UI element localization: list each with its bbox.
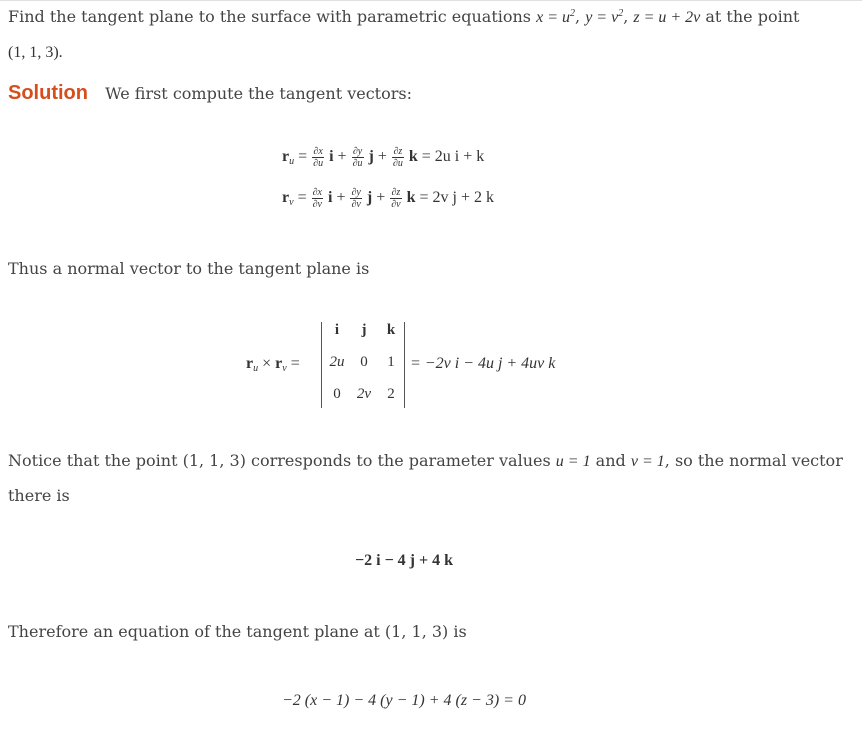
det-cell-0-1: j: [361, 322, 367, 338]
solution-intro-text: We first compute the tangent vectors:: [105, 84, 412, 103]
eq-z: z = u + 2v: [633, 9, 701, 26]
notice-v-value: v = 1: [630, 453, 665, 470]
det-cell-0-2: k: [386, 322, 396, 338]
det-cell-1-2: 1: [387, 354, 395, 370]
normal-vector-text: Thus a normal vector to the tangent plane is: [8, 259, 370, 278]
therefore-text: Therefore an equation of the tangent plane at (1, 1, 3) is: [8, 622, 467, 641]
det-cell-2-2: 2: [387, 386, 395, 402]
solution-intro: [8, 76, 412, 111]
problem-point: (1, 1, 3).: [8, 44, 63, 61]
eq-x: $x = u^2$: [536, 8, 576, 26]
det-cell-1-1: 0: [360, 354, 368, 370]
eq-y: $y = v^2$: [585, 8, 624, 26]
det-cell-1-0: 2u: [329, 354, 345, 370]
notice-and: and: [595, 451, 626, 470]
notice-paragraph: [8, 444, 858, 513]
solution-label: Solution: [8, 82, 88, 104]
tangent-ru-equation: $r_u$ = $\frac{\partial x}{\partial u}$ i + $\frac{\partial y}{\partial u}$ j + $\frac{\partial z}{\partial u}$ k = 2u i + k: [282, 146, 485, 169]
cross-product-rhs: = −2v i − 4u j + 4uv k: [410, 355, 556, 372]
notice-line2: there is: [8, 486, 70, 505]
det-cell-2-0: 0: [333, 386, 341, 402]
tangent-rv-rhs: = 2v j + 2 k: [419, 189, 495, 207]
problem-prefix: Find the tangent plane to the surface with parametric equations: [8, 7, 532, 26]
plane-equation: −2 (x − 1) − 4 (y − 1) + 4 (z − 3) = 0: [282, 692, 526, 709]
cross-product-lhs: $r_u \times r_v$ =: [246, 355, 300, 374]
notice-line1: Notice that the point (1, 1, 3) corresponds to the parameter values: [8, 451, 551, 470]
tangent-ru-rhs: = 2u i + k: [421, 148, 485, 166]
normal-vector-value: −2 i − 4 j + 4 k: [355, 552, 454, 569]
problem-suffix: at the point: [705, 7, 800, 26]
tangent-rv-equation: $r_v$ = $\frac{\partial x}{\partial v}$ i + $\frac{\partial y}{\partial v}$ j + $\frac{\partial z}{\partial v}$ k = 2v j + 2 k: [282, 187, 495, 210]
cross-product-determinant: [321, 322, 405, 408]
det-cell-0-0: i: [334, 322, 340, 338]
det-cell-2-1: 2v: [356, 386, 372, 402]
notice-u-value: u = 1: [555, 453, 591, 470]
problem-statement: Find the tangent plane to the surface with parametric equations $x = u^2$, $y = v^2$, z = u + 2v at the point (1, 1, 3).: [8, 7, 800, 61]
notice-tail: , so the normal vector: [664, 451, 843, 470]
